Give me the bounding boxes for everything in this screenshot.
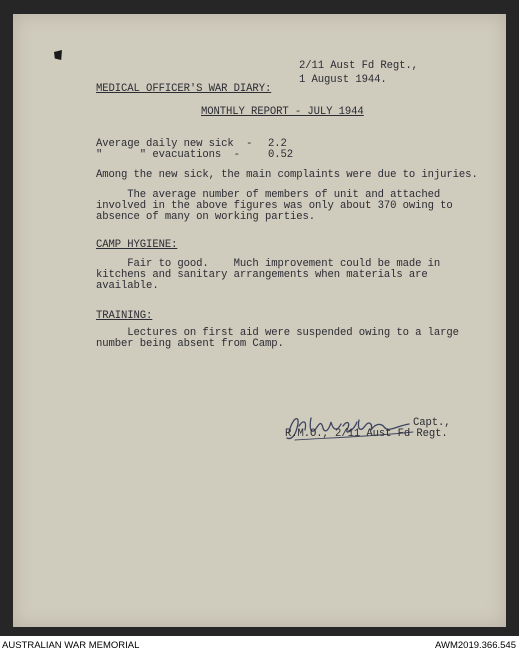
signatory-title: R.M.O., 2/11 Aust Fd Regt. <box>285 428 448 440</box>
unit-line: 2/11 Aust Fd Regt., <box>299 60 418 72</box>
footer-institution: AUSTRALIAN WAR MEMORIAL <box>2 640 140 651</box>
paragraph-strength-line-3: absence of many on working parties. <box>96 211 316 223</box>
paragraph-strength-line-2: involved in the above figures was only about 370 owing to <box>96 200 453 212</box>
camp-hygiene-heading: CAMP HYGIENE: <box>96 239 178 251</box>
document-page <box>13 14 506 627</box>
footer-accession-number: AWM2019.366.545 <box>435 640 516 651</box>
camp-hygiene-line-3: available. <box>96 280 159 292</box>
stat-label-new-sick: Average daily new sick - <box>96 138 253 150</box>
diary-title: MEDICAL OFFICER'S WAR DIARY: <box>96 83 272 95</box>
punch-hole-mark <box>54 50 62 60</box>
paragraph-complaints: Among the new sick, the main complaints were due to injuries. <box>96 169 478 181</box>
camp-hygiene-line-1: Fair to good. Much improvement could be made in <box>96 258 441 270</box>
date-line: 1 August 1944. <box>299 74 387 86</box>
report-subtitle: MONTHLY REPORT - JULY 1944 <box>201 106 364 118</box>
training-heading: TRAINING: <box>96 310 153 322</box>
paragraph-strength-line-1: The average number of members of unit and attached <box>96 189 441 201</box>
stat-value-evacuations: 0.52 <box>268 149 294 161</box>
stat-value-new-sick: 2.2 <box>268 138 287 150</box>
training-line-2: number being absent from Camp. <box>96 338 284 350</box>
stat-label-evacuations: " " evacuations - <box>96 149 240 161</box>
archive-footer <box>0 636 519 653</box>
signatory-rank: Capt., <box>413 417 451 429</box>
camp-hygiene-line-2: kitchens and sanitary arrangements when materials are <box>96 269 428 281</box>
training-line-1: Lectures on first aid were suspended owing to a large <box>96 327 459 339</box>
